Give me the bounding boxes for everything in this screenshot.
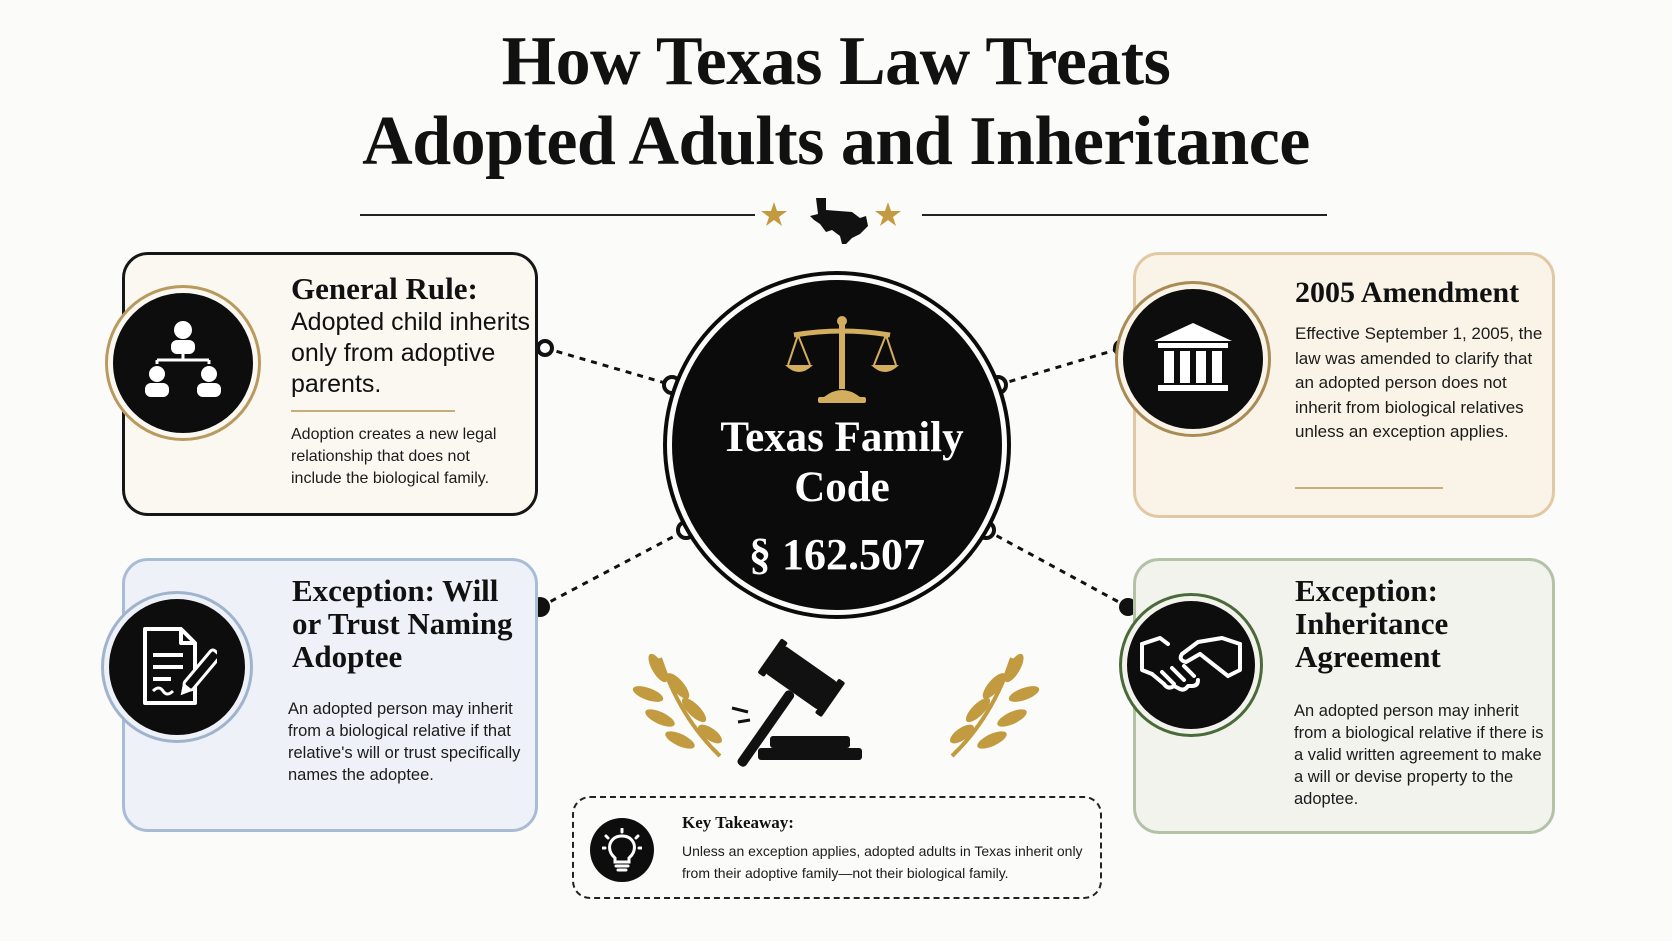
- gavel-laurel-illustration: [620, 638, 1052, 768]
- title-line-1: How Texas Law Treats: [501, 23, 1171, 100]
- agreement-heading: Exception: Inheritance Agreement: [1295, 573, 1449, 674]
- courthouse-icon: [1118, 284, 1268, 434]
- will-trust-heading: Exception: Will or Trust Naming Adoptee: [292, 573, 513, 674]
- page-title: [0, 22, 1672, 182]
- divider-left: [360, 214, 755, 216]
- texas-map-icon: [810, 198, 868, 244]
- star-icon: [875, 202, 901, 226]
- hub-title: Texas Family Code: [720, 414, 964, 511]
- family-tree-icon: [108, 288, 258, 438]
- general-rule-body: Adoption creates a new legal relationship that does not include the biological family.: [291, 426, 497, 487]
- document-pen-icon: [104, 594, 250, 740]
- will-trust-body: An adopted person may inherit from a biological relative if that relative's will or trust specifically names the adoptee.: [288, 700, 521, 784]
- scales-of-justice-icon: [784, 313, 900, 405]
- laurel-left-icon: [631, 651, 725, 756]
- hub-section-number: § 162.507: [749, 530, 925, 579]
- star-icon: [761, 202, 787, 226]
- lightbulb-icon: [590, 818, 654, 882]
- gavel-icon: [708, 638, 862, 768]
- general-rule-heading: General Rule:: [291, 271, 478, 306]
- key-takeaway-text: Unless an exception applies, adopted adults in Texas inherit only from their adoptive family—not their biological family.: [682, 843, 1083, 881]
- key-takeaway-title: Key Takeaway:: [682, 813, 794, 832]
- amendment-heading: 2005 Amendment: [1295, 276, 1520, 309]
- texas-ornament: [760, 186, 920, 246]
- agreement-body: An adopted person may inherit from a biological relative if there is a valid written agreement to make a will or devise property to the adoptee.: [1294, 702, 1544, 808]
- handshake-icon: [1122, 596, 1260, 734]
- general-rule-subheading: Adopted child inherits only from adoptive parents.: [291, 308, 531, 398]
- central-hub: [667, 275, 1007, 615]
- key-takeaway-box: [572, 796, 1102, 899]
- laurel-right-icon: [947, 651, 1041, 756]
- amendment-divider: [1295, 487, 1443, 489]
- amendment-body: Effective September 1, 2005, the law was amended to clarify that an adopted person does not inherit from biological relatives unless an exception applies.: [1295, 324, 1543, 441]
- divider-right: [922, 214, 1327, 216]
- title-line-2: Adopted Adults and Inheritance: [362, 103, 1310, 180]
- general-rule-divider: [291, 410, 455, 412]
